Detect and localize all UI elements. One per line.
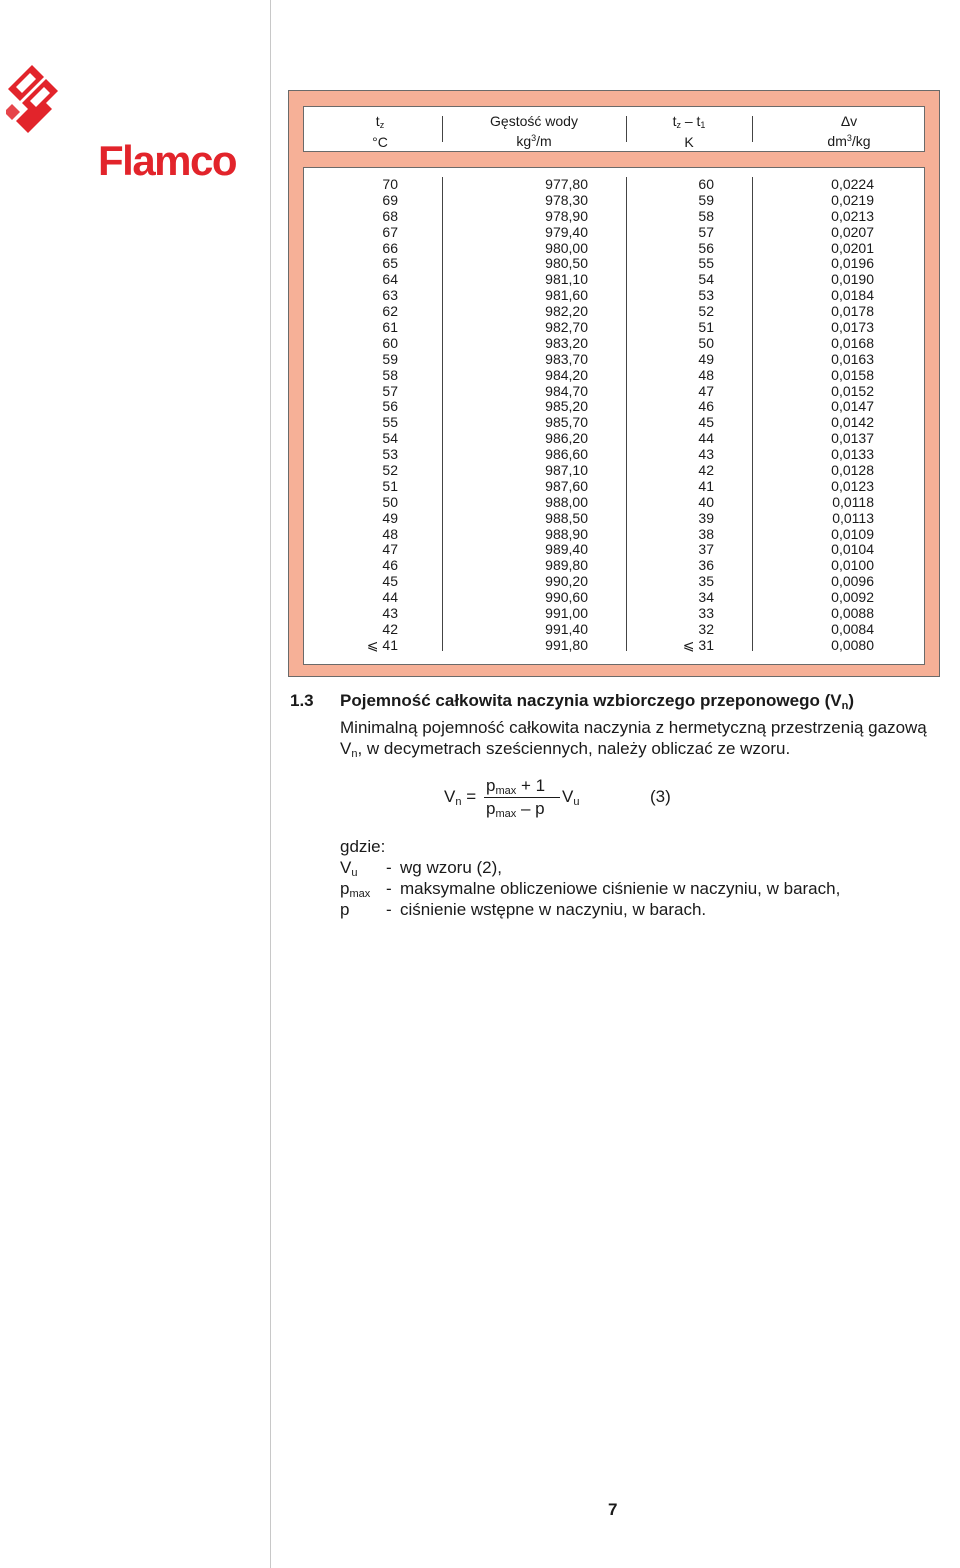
- table-cell: 43: [382, 605, 398, 622]
- table-cell: 66: [382, 239, 398, 256]
- table-cell: 0,0178: [831, 303, 874, 320]
- table-cell: 0,0092: [831, 589, 874, 606]
- definition-symbol: $V_u$: [340, 858, 358, 879]
- table-cell: 58: [698, 207, 714, 224]
- table-body: [303, 167, 925, 665]
- table-cell: 987,10: [545, 462, 588, 479]
- table-cell: 55: [698, 255, 714, 272]
- table-cell: 0,0118: [832, 493, 874, 510]
- header-separator: [626, 116, 627, 142]
- table-cell: 36: [698, 557, 714, 574]
- table-cell: 984,20: [545, 366, 588, 383]
- table-cell: 33: [698, 605, 714, 622]
- definition-text: wg wzoru (2),: [400, 858, 503, 877]
- header-separator: [752, 116, 753, 142]
- definition-symbol: p: [340, 900, 350, 919]
- table-cell: 62: [382, 303, 398, 320]
- column-volume-change: [764, 177, 874, 654]
- formula-3: [444, 776, 704, 826]
- table-cell: 68: [382, 207, 398, 224]
- table-cell: 65: [382, 255, 398, 272]
- table-cell: 977,80: [545, 176, 588, 192]
- table-cell: 982,20: [545, 303, 588, 320]
- section-content: [340, 690, 930, 765]
- table-cell: 51: [382, 477, 398, 494]
- section-paragraph: Minimalną pojemność całkowita naczynia z hermetyczną przestrzenią gazową $V_n$, w decymetrach sześciennych, należy obliczać ze wzoru.: [340, 718, 927, 760]
- table-cell: 44: [382, 589, 398, 606]
- header-separator: [442, 116, 443, 142]
- table-cell: 60: [382, 334, 398, 351]
- table-cell: 0,0109: [831, 525, 874, 542]
- table-cell: 44: [698, 430, 714, 447]
- table-cell: 55: [382, 414, 398, 431]
- table-cell: 42: [698, 462, 714, 479]
- table-cell: 53: [382, 446, 398, 463]
- definition-text: maksymalne obliczeniowe ciśnienie w naczyniu, w barach,: [400, 879, 841, 898]
- table-cell: 42: [382, 620, 398, 637]
- header-col-temp-diff: $t_z - t_1$ K: [672, 113, 706, 150]
- table-cell: 988,00: [545, 493, 588, 510]
- table-cell: 0,0113: [832, 509, 874, 526]
- table-cell: 39: [698, 509, 714, 526]
- table-cell: 59: [382, 350, 398, 367]
- table-cell: 46: [698, 398, 714, 415]
- table-cell: 981,10: [545, 271, 588, 288]
- definition-text: ciśnienie wstępne w naczyniu, w barach.: [400, 900, 707, 919]
- table-cell: 67: [382, 223, 398, 240]
- table-cell: 46: [382, 557, 398, 574]
- table-cell: 41: [698, 477, 714, 494]
- table-cell: 986,60: [545, 446, 588, 463]
- table-cell: 988,50: [545, 509, 588, 526]
- page-margin-line: [270, 0, 271, 1568]
- section-number: 1.3: [290, 691, 314, 710]
- table-header: [303, 106, 925, 152]
- column-separator: [626, 177, 627, 651]
- table-cell: 0,0137: [831, 430, 874, 447]
- table-cell: 988,90: [545, 525, 588, 542]
- table-cell: 32: [698, 620, 714, 637]
- table-cell: 0,0088: [831, 605, 874, 622]
- table-cell: 0,0123: [831, 477, 874, 494]
- table-cell: 0,0201: [831, 239, 874, 256]
- table-cell: 56: [698, 239, 714, 256]
- table-cell: 986,20: [545, 430, 588, 447]
- table-cell: 54: [698, 271, 714, 288]
- table-cell: 0,0080: [831, 636, 874, 653]
- table-cell: 43: [698, 446, 714, 463]
- table-cell: 989,80: [545, 557, 588, 574]
- table-cell: 48: [382, 525, 398, 542]
- column-separator: [442, 177, 443, 651]
- table-cell: 34: [698, 589, 714, 606]
- table-cell: 0,0142: [831, 414, 874, 431]
- table-cell: 979,40: [545, 223, 588, 240]
- table-cell: 52: [382, 462, 398, 479]
- table-cell: 0,0100: [831, 557, 874, 574]
- table-cell: 0,0224: [831, 176, 874, 192]
- table-cell: 49: [698, 350, 714, 367]
- header-col-temperature: $t_z$ °C: [372, 113, 388, 150]
- table-cell: 0,0133: [831, 446, 874, 463]
- table-cell: 991,80: [545, 636, 588, 653]
- table-cell: 49: [382, 509, 398, 526]
- brand-name: Flamco: [98, 137, 237, 184]
- table-cell: 0,0190: [831, 271, 874, 288]
- table-cell: 0,0158: [831, 366, 874, 383]
- table-cell: 0,0173: [831, 319, 874, 336]
- column-separator: [752, 177, 753, 651]
- where-label: gdzie:: [340, 837, 386, 856]
- table-cell: 50: [698, 334, 714, 351]
- header-col-volume-change: Δv $dm^3/kg$: [827, 113, 871, 149]
- table-cell: 0,0163: [831, 350, 874, 367]
- table-cell: 57: [698, 223, 714, 240]
- table-cell: 990,20: [545, 573, 588, 590]
- table-cell: 991,40: [545, 620, 588, 637]
- definition-symbol: $p_{max}$: [340, 879, 371, 900]
- table-cell: 0,0168: [831, 334, 874, 351]
- table-cell: 35: [698, 573, 714, 590]
- table-cell: 45: [382, 573, 398, 590]
- table-cell: 63: [382, 287, 398, 304]
- fraction-bar: [484, 797, 560, 798]
- table-cell: 53: [698, 287, 714, 304]
- table-cell: 990,60: [545, 589, 588, 606]
- table-cell: 52: [698, 303, 714, 320]
- table-cell: 61: [382, 319, 398, 336]
- table-cell: 0,0184: [831, 287, 874, 304]
- table-cell: 981,60: [545, 287, 588, 304]
- table-cell: 978,30: [545, 191, 588, 208]
- table-cell: 0,0196: [831, 255, 874, 272]
- table-cell: 982,70: [545, 319, 588, 336]
- table-cell: 984,70: [545, 382, 588, 399]
- table-cell: 48: [698, 366, 714, 383]
- table-cell: 0,0096: [831, 573, 874, 590]
- formula-rhs: $V_u$: [562, 787, 580, 808]
- page-number: 7: [608, 1500, 618, 1519]
- table-cell: 987,60: [545, 477, 588, 494]
- flamco-logo-icon: [6, 64, 66, 134]
- table-cell: 47: [698, 382, 714, 399]
- table-cell: 980,50: [545, 255, 588, 272]
- table-cell: ⩽ 31: [682, 636, 714, 653]
- table-cell: 0,0219: [831, 191, 874, 208]
- table-cell: 985,70: [545, 414, 588, 431]
- table-cell: 45: [698, 414, 714, 431]
- table-cell: 38: [698, 525, 714, 542]
- formula-denominator: $p_{max}$ – p: [486, 799, 545, 820]
- table-cell: 983,20: [545, 334, 588, 351]
- table-cell: 0,0147: [831, 398, 874, 415]
- table-cell: 980,00: [545, 239, 588, 256]
- table-cell: 51: [698, 319, 714, 336]
- table-cell: 60: [698, 176, 714, 192]
- formula-lhs: $V_n$ =: [444, 787, 477, 808]
- table-cell: 0,0152: [831, 382, 874, 399]
- header-col-density: Gęstość wody $kg^3/m$: [490, 113, 578, 149]
- table-cell: 40: [698, 493, 714, 510]
- table-cell: 0,0213: [831, 207, 874, 224]
- table-cell: 983,70: [545, 350, 588, 367]
- table-cell: 0,0128: [831, 462, 874, 479]
- table-cell: 64: [382, 271, 398, 288]
- brand-logo: [6, 64, 270, 184]
- water-density-table: [288, 90, 940, 677]
- formula-numerator: $p_{max} + 1$: [486, 776, 546, 797]
- table-cell: 978,90: [545, 207, 588, 224]
- table-cell: 58: [382, 366, 398, 383]
- table-cell: 0,0084: [831, 620, 874, 637]
- table-cell: 59: [698, 191, 714, 208]
- table-cell: 47: [382, 541, 398, 558]
- table-cell: ⩽ 41: [366, 636, 398, 653]
- table-cell: 69: [382, 191, 398, 208]
- table-cell: 0,0104: [831, 541, 874, 558]
- table-cell: 54: [382, 430, 398, 447]
- table-cell: 0,0207: [831, 223, 874, 240]
- column-density: [484, 177, 588, 654]
- table-cell: 989,40: [545, 541, 588, 558]
- section-title: Pojemność całkowita naczynia wzbiorczego przeponowego $(V_n)$: [340, 691, 855, 712]
- table-cell: 37: [698, 541, 714, 558]
- table-cell: 50: [382, 493, 398, 510]
- formula-ref: (3): [650, 787, 671, 806]
- column-temp-diff: [654, 177, 714, 654]
- column-temperature: [328, 177, 398, 654]
- table-cell: 57: [382, 382, 398, 399]
- table-cell: 70: [382, 176, 398, 192]
- table-cell: 991,00: [545, 605, 588, 622]
- table-cell: 985,20: [545, 398, 588, 415]
- table-cell: 56: [382, 398, 398, 415]
